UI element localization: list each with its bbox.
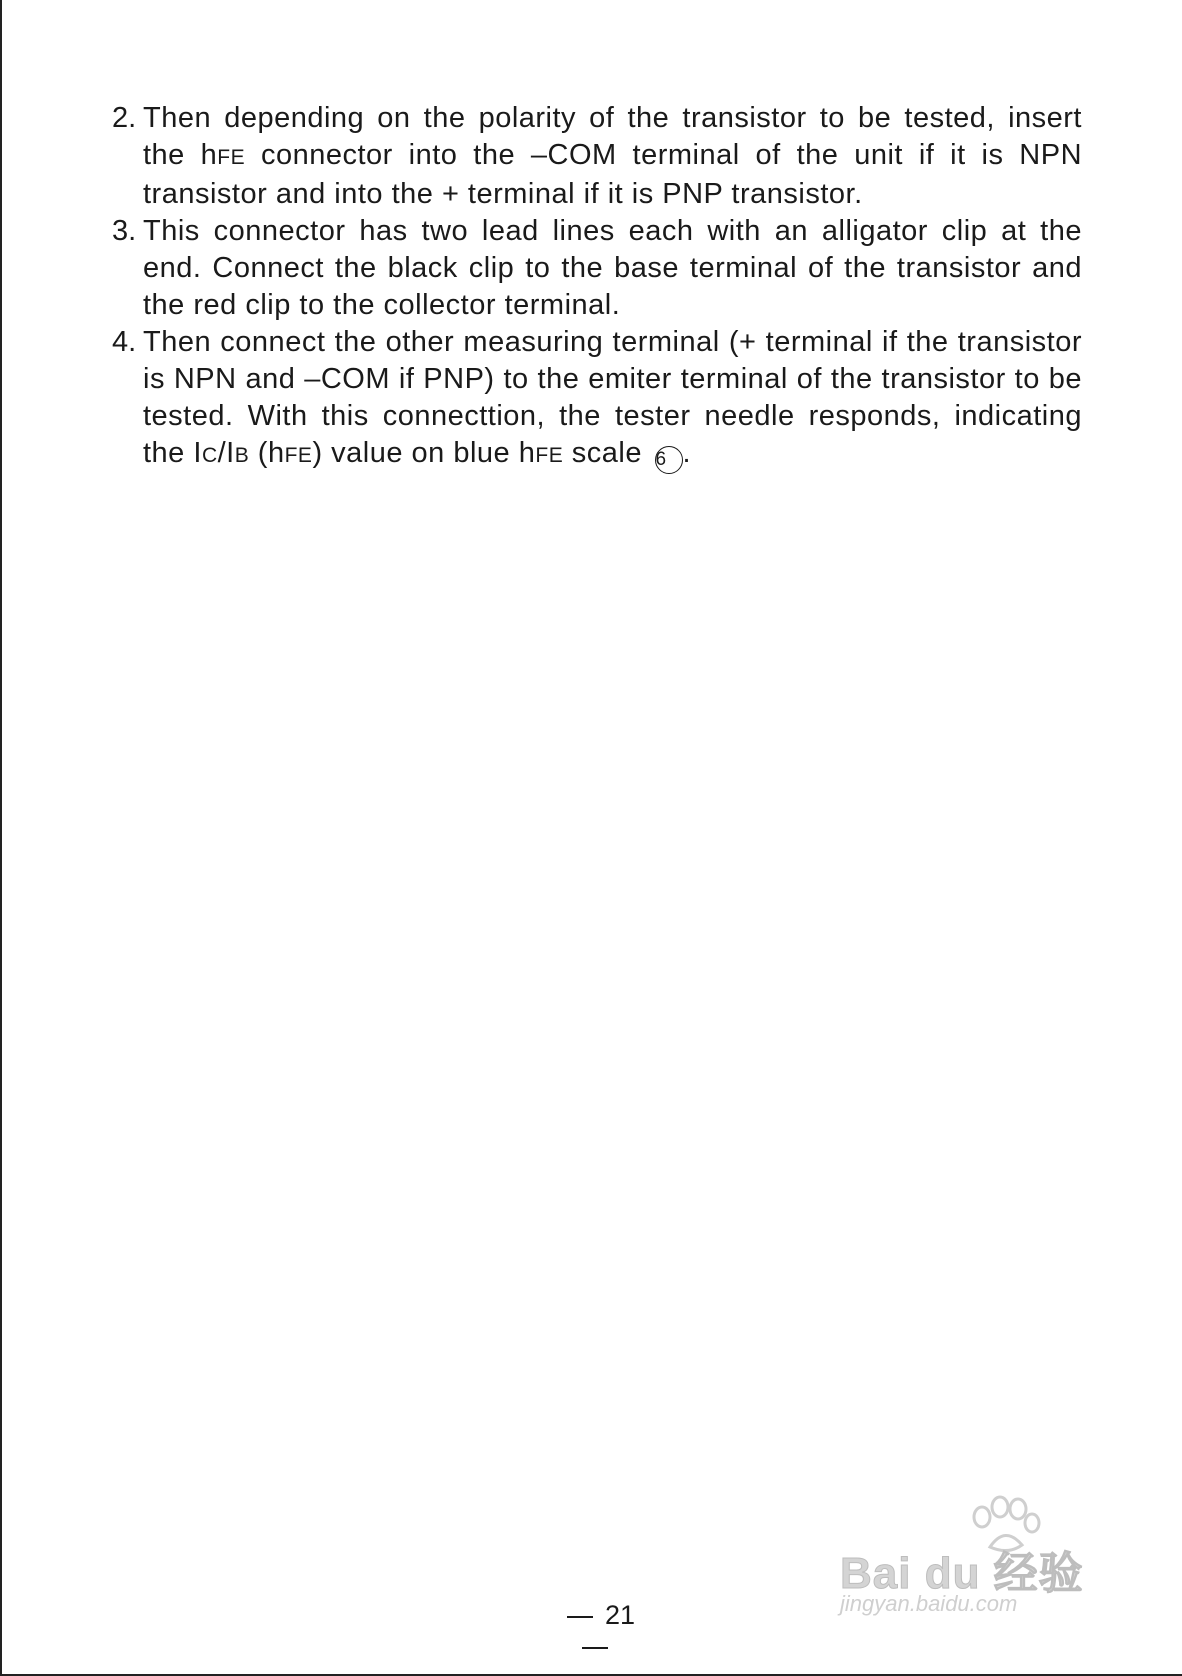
- item-number: 4.: [112, 326, 137, 358]
- list-item-2: [112, 100, 1082, 213]
- list-item-4: [112, 324, 1082, 474]
- item-text: This connector has two lead lines each with an alligator clip at the end. Connect the black clip to the base terminal of the transistor and the red clip to the collector terminal.: [143, 215, 1082, 321]
- text-segment: scale: [563, 437, 651, 469]
- text-segment: .: [682, 437, 692, 469]
- baidu-watermark: [840, 1495, 1110, 1615]
- page-number-value: 21: [604, 1600, 636, 1630]
- item-text: [143, 324, 1082, 474]
- item-number: 3.: [112, 215, 137, 247]
- instruction-list: [112, 100, 1082, 474]
- circled-reference-number: 6: [655, 446, 683, 474]
- hfe-subscript: FE: [284, 444, 313, 467]
- list-item-3: [112, 213, 1082, 324]
- item-number: 2.: [112, 102, 137, 134]
- hfe-subscript: FE: [217, 146, 246, 169]
- ic-subscript: C: [201, 444, 218, 467]
- text-segment: Then connect the other measuring terminal (+ terminal if the transistor is NPN and –COM if PNP) to the emiter terminal of the transistor to be tested. With this connecttion, the tester needle responds, indicating the I: [143, 326, 1082, 469]
- ib-subscript: B: [234, 444, 250, 467]
- dash-right: [582, 1647, 608, 1649]
- item-text: [143, 100, 1082, 213]
- hfe-subscript: FE: [535, 444, 564, 467]
- page-number: [530, 1600, 660, 1662]
- text-segment: (h: [249, 437, 285, 469]
- text-segment: connector into the –COM terminal of the unit if it is NPN transistor and into the + terminal if it is PNP transistor.: [143, 139, 1083, 210]
- watermark-logo-text: Bai du 经验: [840, 1549, 1084, 1598]
- text-segment: ) value on blue h: [312, 437, 536, 469]
- dash-left: [567, 1616, 593, 1618]
- text-segment: /I: [217, 437, 235, 469]
- text-segment: Then depending on the polarity of the transistor to be tested, insert the h: [143, 102, 1082, 171]
- watermark-url: jingyan.baidu.com: [840, 1591, 1018, 1616]
